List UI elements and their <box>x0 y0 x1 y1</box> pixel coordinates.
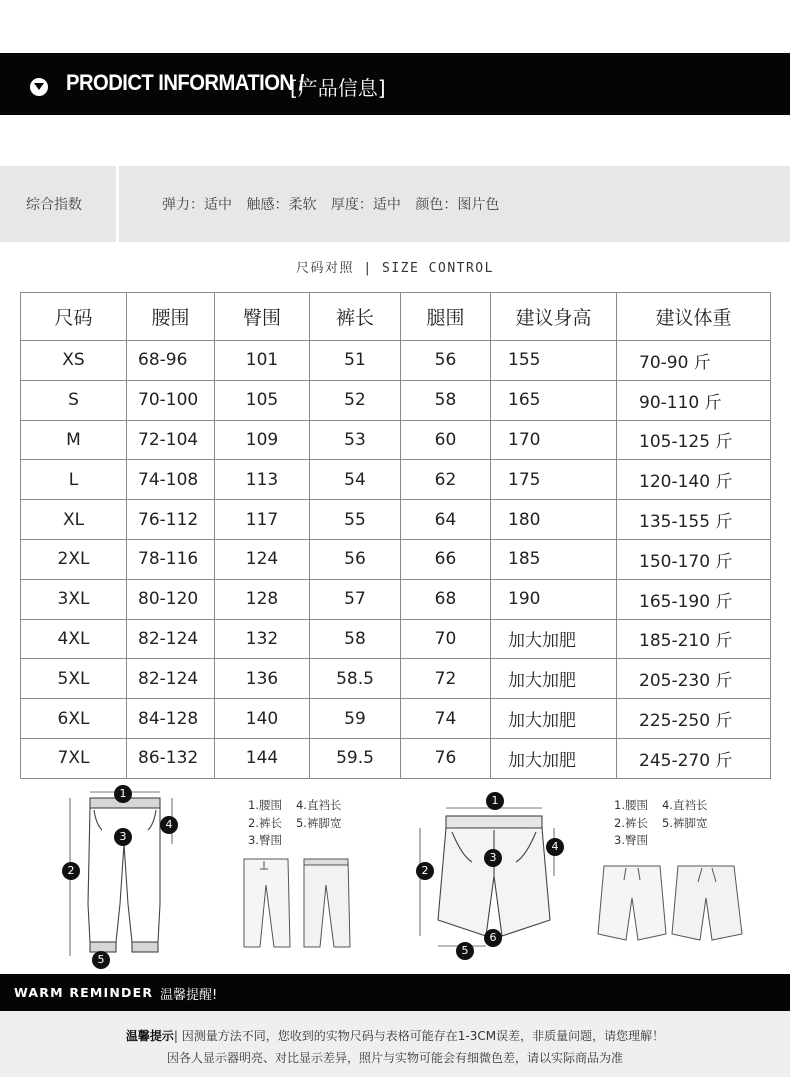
table-row <box>21 738 771 778</box>
cell-size: S <box>21 380 127 420</box>
header-length: 裤长 <box>310 293 401 341</box>
cell-hip: 144 <box>215 738 310 778</box>
cell-thigh: 66 <box>401 539 491 579</box>
cell-waist: 82-124 <box>127 659 215 699</box>
note-label: 温馨提示 <box>125 1029 174 1043</box>
cell-thigh: 72 <box>401 659 491 699</box>
cell-size: 5XL <box>21 659 127 699</box>
legend-item: 4.直裆长 <box>661 798 708 812</box>
table-row <box>21 341 771 381</box>
cell-height: 190 <box>491 579 617 619</box>
reminder-title-cn: 温馨提醒! <box>160 988 218 1003</box>
legend-item: 5.裤脚宽 <box>661 815 708 830</box>
cell-thigh: 74 <box>401 699 491 739</box>
index-divider <box>116 166 119 242</box>
cell-length: 57 <box>310 579 401 619</box>
cell-hip: 117 <box>215 500 310 540</box>
legend-item: 2.裤长 <box>248 815 282 830</box>
shorts-thumbnails <box>594 860 754 944</box>
pants-thumbnails <box>238 855 358 955</box>
cell-thigh: 70 <box>401 619 491 659</box>
table-row <box>21 659 771 699</box>
legend-item: 3.臀围 <box>248 833 282 847</box>
marker-3: 3 <box>114 828 132 846</box>
cell-hip: 113 <box>215 460 310 500</box>
marker-2: 2 <box>416 862 434 880</box>
cell-length: 59.5 <box>310 738 401 778</box>
cell-waist: 86-132 <box>127 738 215 778</box>
cell-thigh: 60 <box>401 420 491 460</box>
reminder-note-2: 因各人显示器明亮、对比显示差异，照片与实物可能会有细微色差，请以实际商品为准 <box>166 1051 623 1065</box>
cell-size: M <box>21 420 127 460</box>
shorts-legend <box>614 797 707 850</box>
cell-thigh: 76 <box>401 738 491 778</box>
header-title-cn: [产品信息] <box>290 76 386 100</box>
marker-2: 2 <box>62 862 80 880</box>
cell-thigh: 56 <box>401 341 491 381</box>
cell-weight: 245-270 斤 <box>617 738 771 778</box>
table-row <box>21 579 771 619</box>
index-values: 弹力：适中 触感：柔软 厚度：适中 颜色：图片色 <box>162 197 500 213</box>
marker-5: 5 <box>92 951 110 969</box>
legend-item: 4.直裆长 <box>295 798 342 812</box>
cell-height: 185 <box>491 539 617 579</box>
cell-height: 165 <box>491 380 617 420</box>
cell-length: 59 <box>310 699 401 739</box>
cell-size: XS <box>21 341 127 381</box>
cell-weight: 105-125 斤 <box>617 420 771 460</box>
header-height: 建议身高 <box>491 293 617 341</box>
marker-4: 4 <box>160 816 178 834</box>
pants-diagram <box>60 784 190 970</box>
cell-length: 55 <box>310 500 401 540</box>
table-row <box>21 460 771 500</box>
legend-item: 1.腰围 <box>248 798 282 812</box>
marker-6: 6 <box>484 929 502 947</box>
size-table <box>20 292 771 779</box>
cell-hip: 105 <box>215 380 310 420</box>
cell-length: 58 <box>310 619 401 659</box>
marker-3: 3 <box>484 849 502 867</box>
cell-waist: 68-96 <box>127 341 215 381</box>
cell-weight: 205-230 斤 <box>617 659 771 699</box>
header-weight: 建议体重 <box>617 293 771 341</box>
cell-hip: 124 <box>215 539 310 579</box>
marker-4: 4 <box>546 838 564 856</box>
cell-hip: 128 <box>215 579 310 619</box>
table-row <box>21 420 771 460</box>
shorts-thumbnail-drawing <box>594 860 754 944</box>
reminder-note-1 <box>0 1027 790 1044</box>
cell-hip: 109 <box>215 420 310 460</box>
header-waist: 腰围 <box>127 293 215 341</box>
cell-length: 58.5 <box>310 659 401 699</box>
reminder-area <box>0 1011 790 1077</box>
cell-weight: 135-155 斤 <box>617 500 771 540</box>
chevron-down-circle-icon <box>30 78 48 96</box>
cell-thigh: 68 <box>401 579 491 619</box>
pants-legend <box>248 797 341 850</box>
cell-height: 加大加肥 <box>491 619 617 659</box>
cell-height: 175 <box>491 460 617 500</box>
cell-weight: 185-210 斤 <box>617 619 771 659</box>
cell-weight: 90-110 斤 <box>617 380 771 420</box>
legend-item: 3.臀围 <box>614 833 648 847</box>
table-row <box>21 619 771 659</box>
header-hip: 臀围 <box>215 293 310 341</box>
cell-size: 4XL <box>21 619 127 659</box>
cell-hip: 132 <box>215 619 310 659</box>
cell-height: 170 <box>491 420 617 460</box>
cell-hip: 140 <box>215 699 310 739</box>
size-caption: 尺码对照 | SIZE CONTROL <box>296 261 494 276</box>
cell-length: 54 <box>310 460 401 500</box>
cell-height: 加大加肥 <box>491 738 617 778</box>
marker-1: 1 <box>486 792 504 810</box>
table-row <box>21 539 771 579</box>
cell-waist: 82-124 <box>127 619 215 659</box>
cell-size: L <box>21 460 127 500</box>
table-row <box>21 500 771 540</box>
cell-height: 加大加肥 <box>491 699 617 739</box>
cell-height: 加大加肥 <box>491 659 617 699</box>
header-size: 尺码 <box>21 293 127 341</box>
cell-hip: 136 <box>215 659 310 699</box>
cell-waist: 84-128 <box>127 699 215 739</box>
cell-weight: 120-140 斤 <box>617 460 771 500</box>
cell-size: 3XL <box>21 579 127 619</box>
cell-weight: 225-250 斤 <box>617 699 771 739</box>
table-header-row <box>21 293 771 341</box>
marker-1: 1 <box>114 785 132 803</box>
cell-waist: 70-100 <box>127 380 215 420</box>
cell-size: 6XL <box>21 699 127 739</box>
cell-length: 56 <box>310 539 401 579</box>
cell-size: 2XL <box>21 539 127 579</box>
index-label: 综合指数 <box>26 197 82 213</box>
cell-thigh: 64 <box>401 500 491 540</box>
cell-length: 53 <box>310 420 401 460</box>
cell-waist: 74-108 <box>127 460 215 500</box>
legend-item: 2.裤长 <box>614 815 648 830</box>
cell-height: 180 <box>491 500 617 540</box>
cell-waist: 80-120 <box>127 579 215 619</box>
cell-length: 51 <box>310 341 401 381</box>
cell-size: 7XL <box>21 738 127 778</box>
cell-height: 155 <box>491 341 617 381</box>
pants-thumbnail-drawing <box>238 855 358 955</box>
cell-weight: 150-170 斤 <box>617 539 771 579</box>
legend-item: 5.裤脚宽 <box>295 815 342 830</box>
cell-waist: 78-116 <box>127 539 215 579</box>
cell-hip: 101 <box>215 341 310 381</box>
table-row <box>21 699 771 739</box>
note-text: | 因测量方法不同，您收到的实物尺码与表格可能存在1-3CM误差，非质量问题，请您理解！ <box>173 1029 665 1043</box>
cell-weight: 70-90 斤 <box>617 341 771 381</box>
cell-weight: 165-190 斤 <box>617 579 771 619</box>
cell-waist: 72-104 <box>127 420 215 460</box>
marker-5: 5 <box>456 942 474 960</box>
cell-thigh: 58 <box>401 380 491 420</box>
table-row <box>21 380 771 420</box>
cell-waist: 76-112 <box>127 500 215 540</box>
cell-thigh: 62 <box>401 460 491 500</box>
cell-length: 52 <box>310 380 401 420</box>
reminder-title: WARM REMINDER <box>14 985 154 1000</box>
pants-drawing <box>60 784 190 970</box>
header-thigh: 腿围 <box>401 293 491 341</box>
header-title: PRODICT INFORMATION / <box>66 70 304 95</box>
legend-item: 1.腰围 <box>614 798 648 812</box>
cell-size: XL <box>21 500 127 540</box>
